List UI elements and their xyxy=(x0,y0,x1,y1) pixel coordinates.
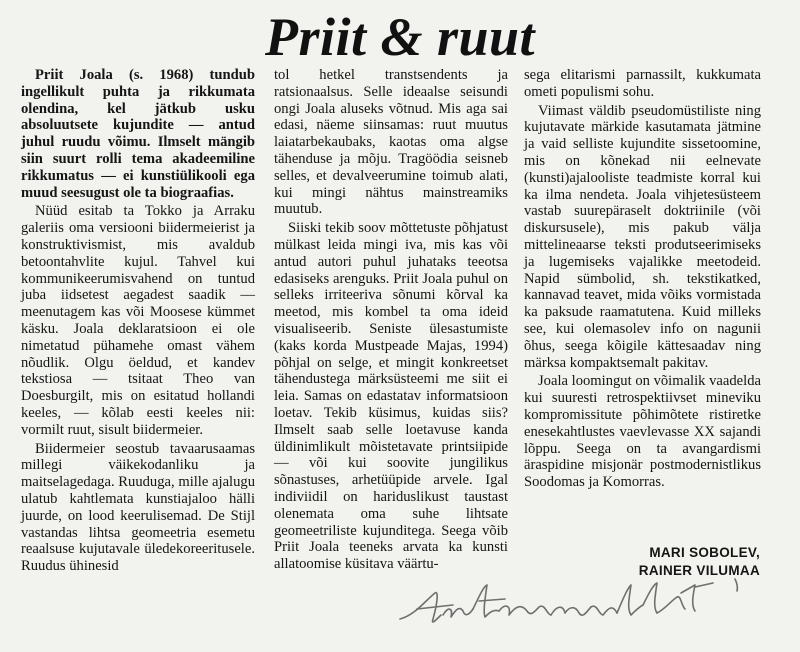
body-paragraph: tol hetkel transtsendents ja ratsionaalsus. Selle ideaalse seisundi ongi Joala aluseks võtnud. Mis aga sai edasi, näeme siinsamas: ruut muutus laiatarbekaubaks, kaotas oma algse tähenduse ja mõju. Tragöödia seisneb selles, et devalveerumine toimub alati, kui mingi nähtus mainstreamiks muutub. xyxy=(274,67,508,218)
body-paragraph: Siiski tekib soov mõttetuste põhjatust mülkast leida mingi iva, mis kas või antud autori puhul juhataks teeotsa edasiseks arenguks. Priit Joala puhul on selleks irriteeriva sõnumi kõrval ka meetod, mis kombel ta oma ideid visualiseerib. Seniste ülesastumiste (kaks korda Mustpeade Majas, 1994) põhjal on selge, et mingit konkreetset tähendustega märksüsteemi me siit ei leia. Samas on edastatav informatsioon loetav. Tekib küsimus, kuidas siis? Ilmselt saab selle loetavuse kanda üldinimlikult mõistetavate printsiipide — või kui soovite jungilikus sõnastuses, arhetüüpide arvele. Igal indiviidil on hariduslikust taustast olenemata oma suhe lihtsate geomeetriliste kujunditega. Seega võib Priit Joala teeneks arvata ka kunsti allatoomise küsitava väärtu- xyxy=(274,220,508,573)
author-name: RAINER VILUMAA xyxy=(638,563,760,578)
column-3 xyxy=(524,67,761,491)
lead-paragraph: Priit Joala (s. 1968) tundub ingellikult puhta ja rikkumata olendina, kel jätkub usku absoluutsete kujundite — antud juhul ruudu võimu. Ilmselt mängib siin suurt rolli tema akadeemiline rikkumatus — ei kunstiülikooli ega muud seesugust ole ta biograafias. xyxy=(21,67,255,201)
body-paragraph: Biidermeier seostub tavaarusaamas millegi väikekodanliku ja maitselagedaga. Ruuduga, mille ajalugu ulatub kahtlemata kunstiajaloo hälli juurde, on lood keerulisemad. De Stijl vastandas lihtsa geomeetria esemetu reaalsuse kujutavale üledekoreeritusele. Ruudus ühinesid xyxy=(21,440,255,575)
body-paragraph: Viimast väldib pseudomüstiliste ning kujutavate märkide kasutamata jätmine ja vaid selliste kujundite sissetoomine, mis on kõnekad nii eelnevate (kunsti)ajalooliste teadmiste korral kui ka ilma nendeta. Joala vihjetesüsteem vastab suurepäraselt doktriinile (või diskursusele), mis pakub välja mittelineaarse teksti produtseerimiseks ja lugemiseks vajalikke meetodeid. Napid sümbolid, sh. tekstikatked, kannavad teavet, mida võiks vormistada ka paksude raamatutena. Kuid milleks see, kui olemasolev info on nagunii õhus, seega kõigile kättesaadav ning märksa kompaktsemalt pakitav. xyxy=(524,102,761,371)
author-name: MARI SOBOLEV, xyxy=(649,545,760,560)
body-paragraph: Joala loomingut on võimalik vaadelda kui suuresti retrospektiivset mineviku kompromissitute põhimõtete ristiretke enesekahtlustes vaevlevasse XX sajandi lõppu. Seega on ta avangardismi äraspidine misjonär postmodernistlikus Soodomas ja Komorras. xyxy=(524,373,761,491)
body-paragraph: Nüüd esitab ta Tokko ja Arraku galeriis oma versiooni biidermeierist ja konstruktivismist, mis avaldub betoontahvlite kujul. Tahvel kui kommunikeerumisvahend on tuntud juba iidsetest aegadest saadik — meenutagem kas või Moosese kümmet käsku. Joala deklaratsioon ei ole nimetatud pühamehe omast vähem nõudlik. Olgu öeldud, et kandev tekstiosa — tsitaat Theo van Doesburgilt, mis on esitatud hollandi keeles, — kõlab eesti keeles nii: vormilt ruut, sisult biidermeier. xyxy=(21,203,255,438)
column-1 xyxy=(21,67,255,575)
article-title: Priit & ruut xyxy=(264,7,536,67)
body-paragraph: sega elitarismi parnassilt, kukkumata ometi populismi sohu. xyxy=(524,67,761,100)
pencil-signature-icon xyxy=(395,575,765,635)
column-2 xyxy=(274,67,508,573)
